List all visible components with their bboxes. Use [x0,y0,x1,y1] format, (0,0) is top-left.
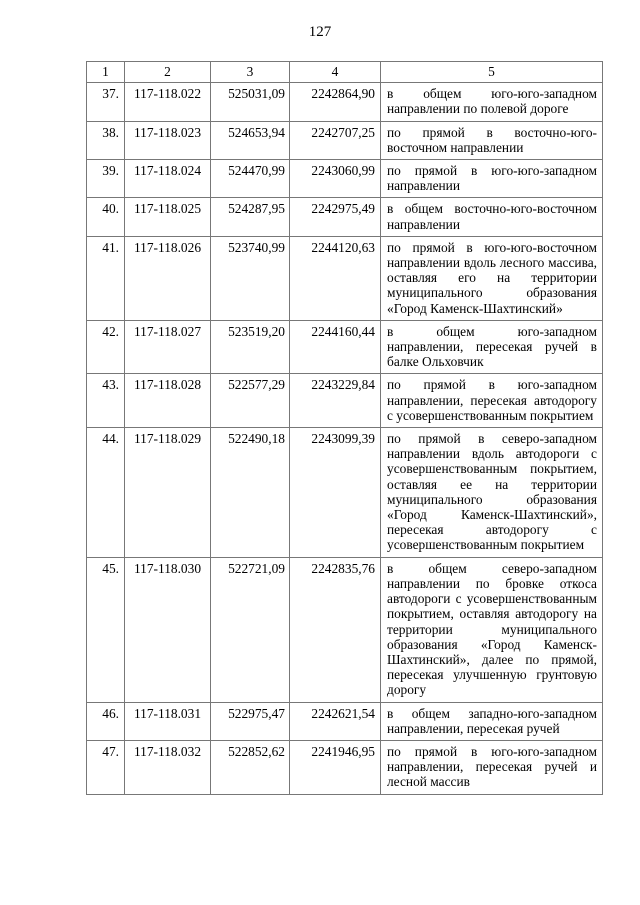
point-code: 117-118.026 [125,236,211,320]
point-code: 117-118.024 [125,160,211,198]
coordinate-y: 2242864,90 [290,83,381,121]
boundary-description: по прямой в восточно-юго-восточном направлении [381,121,603,159]
boundary-description: в общем западно-юго-западном направлении, пересекая ручей [381,702,603,740]
boundary-description: в общем северо-западном направлении по бровке откоса автодороги с усовершенствованным покрытием, оставляя автодорогу на территории муниципального образования «Город Каменск-Шахтинский», далее по прямой, пересекая улучшенную грунтовую дорогу [381,557,603,702]
table-row [87,236,603,320]
coordinate-x: 522490,18 [211,428,290,558]
point-code: 117-118.029 [125,428,211,558]
boundary-description: по прямой в северо-западном направлении вдоль автодороги с усовершенствованным покрытием, оставляя ее на территории муниципального образования «Город Каменск-Шахтинский», пересекая автодорогу с усовершенствованным покрытием [381,428,603,558]
coordinate-x: 523740,99 [211,236,290,320]
point-code: 117-118.025 [125,198,211,236]
coordinate-y: 2242707,25 [290,121,381,159]
header-col-3: 3 [211,62,290,83]
coordinate-x: 522975,47 [211,702,290,740]
header-col-2: 2 [125,62,211,83]
coordinate-y: 2243060,99 [290,160,381,198]
table-row [87,428,603,558]
coordinate-y: 2242621,54 [290,702,381,740]
point-code: 117-118.027 [125,320,211,374]
row-number: 39. [87,160,125,198]
row-number: 38. [87,121,125,159]
coordinate-x: 524287,95 [211,198,290,236]
point-code: 117-118.032 [125,740,211,794]
table-row [87,320,603,374]
header-row [87,62,603,83]
header-col-4: 4 [290,62,381,83]
boundary-description: по прямой в юго-юго-восточном направлении вдоль лесного массива, оставляя его на территории муниципального образования «Город Каменск-Шахтинский» [381,236,603,320]
row-number: 47. [87,740,125,794]
coordinate-y: 2243229,84 [290,374,381,428]
boundary-description: в общем восточно-юго-восточном направлении [381,198,603,236]
point-code: 117-118.022 [125,83,211,121]
table-row [87,160,603,198]
coordinate-y: 2244160,44 [290,320,381,374]
coordinate-y: 2243099,39 [290,428,381,558]
point-code: 117-118.023 [125,121,211,159]
row-number: 45. [87,557,125,702]
point-code: 117-118.030 [125,557,211,702]
coordinate-y: 2244120,63 [290,236,381,320]
page-number: 127 [308,24,332,40]
row-number: 37. [87,83,125,121]
boundary-description: в общем юго-юго-западном направлении по полевой дороге [381,83,603,121]
coordinate-x: 522721,09 [211,557,290,702]
table-row [87,83,603,121]
point-code: 117-118.031 [125,702,211,740]
boundary-description: в общем юго-западном направлении, пересекая ручей в балке Ольховчик [381,320,603,374]
point-code: 117-118.028 [125,374,211,428]
header-col-1: 1 [87,62,125,83]
coordinate-y: 2241946,95 [290,740,381,794]
table-row [87,198,603,236]
table-row [87,374,603,428]
coordinate-x: 524653,94 [211,121,290,159]
row-number: 46. [87,702,125,740]
row-number: 42. [87,320,125,374]
coordinate-x: 524470,99 [211,160,290,198]
coordinate-x: 523519,20 [211,320,290,374]
table-row [87,702,603,740]
coordinate-x: 525031,09 [211,83,290,121]
row-number: 43. [87,374,125,428]
boundary-description: по прямой в юго-западном направлении, пересекая автодорогу с усовершенствованным покрытием [381,374,603,428]
coordinate-x: 522852,62 [211,740,290,794]
boundary-table [86,61,603,795]
table-row [87,740,603,794]
coordinate-y: 2242835,76 [290,557,381,702]
boundary-description: по прямой в юго-юго-западном направлении, пересекая ручей и лесной массив [381,740,603,794]
header-col-5: 5 [381,62,603,83]
coordinate-y: 2242975,49 [290,198,381,236]
table-row [87,121,603,159]
boundary-description: по прямой в юго-юго-западном направлении [381,160,603,198]
coordinate-x: 522577,29 [211,374,290,428]
row-number: 40. [87,198,125,236]
row-number: 44. [87,428,125,558]
row-number: 41. [87,236,125,320]
table-row [87,557,603,702]
